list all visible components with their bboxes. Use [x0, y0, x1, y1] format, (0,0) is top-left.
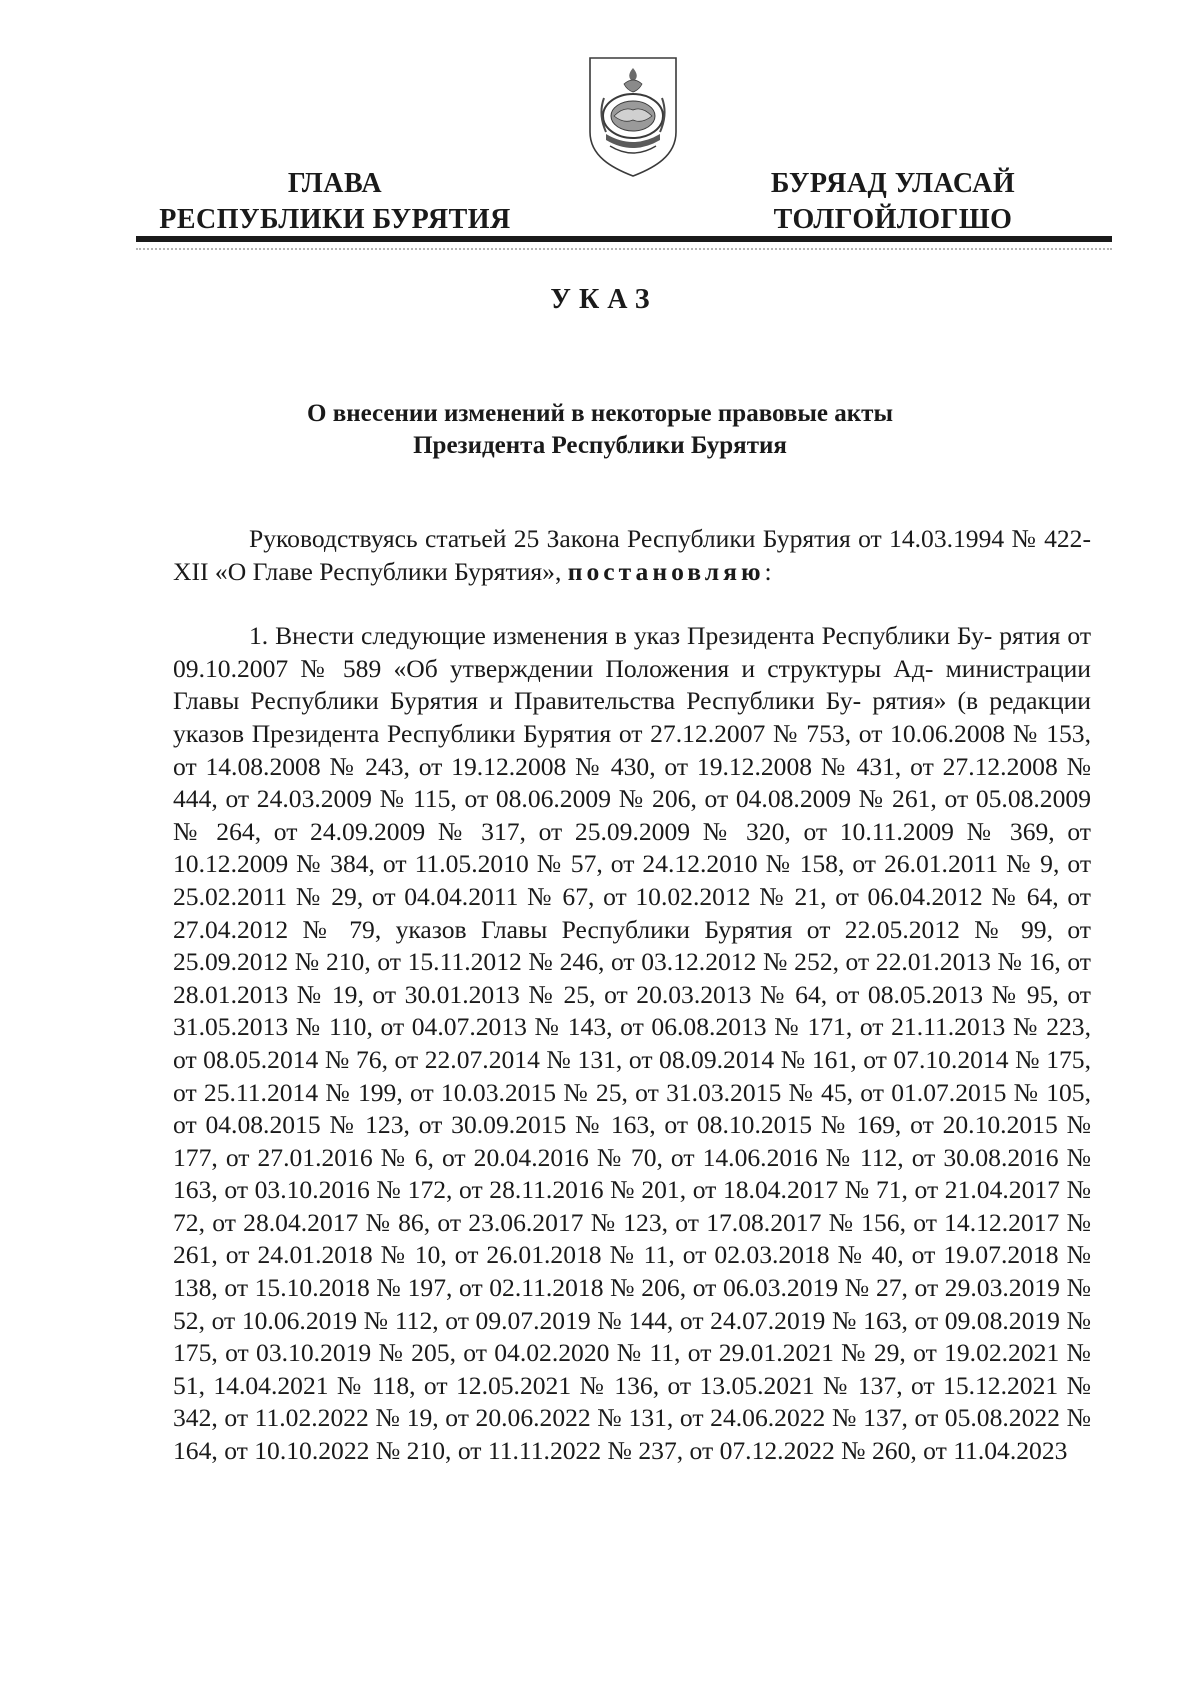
header-divider [136, 236, 1112, 242]
org-name-buryat [738, 166, 1048, 238]
item-1-line: 31.03.2015 № 45, от 01.07.2015 № 105, от 04.08.2015 № 123, от 30.09.2015 [173, 1077, 1091, 1140]
item-1-line: 10.10.2022 № 210, от 11.11.2022 № 237, от 07.12.2022 № 260, от 11.04.2023 [254, 1436, 1068, 1466]
item-1-line: 21.11.2013 № 223, от 08.05.2014 № 76, от 22.07.2014 № 131, от 08.09.2014 [173, 1012, 1091, 1074]
item-1-line: рятия от 09.10.2007 № 589 «Об утверждении Положения и структуры Ад- [173, 621, 1091, 683]
item-1-line: рятия» (в редакции указов Президента Республики Бурятия от 27.12.2007 [173, 686, 1091, 748]
item-1-line: № 172, от 28.11.2016 № 201, от 18.04.2017 № 71, от 21.04.2017 № 72, от [173, 1175, 1091, 1237]
item-1-line: № 161, от 07.10.2014 № 175, от 25.11.2014 № 199, от 10.03.2015 № 25, от [173, 1044, 1091, 1107]
org-name-buryat-line-1: БУРЯАД УЛАСАЙ [770, 168, 1016, 199]
document-body [173, 523, 1091, 1468]
item-1-line: 28.04.2017 № 86, от 23.06.2017 № 123, от 17.08.2017 № 156, от 14.12.2017 [243, 1207, 1060, 1237]
item-1-line: № 27, от 29.03.2019 № 52, от 10.06.2019 № 112, от 09.07.2019 № 144, от [173, 1273, 1091, 1335]
header-divider-dotted [136, 248, 1112, 250]
preamble-text: Руководствуясь статьей 25 Закона Республики Бурятия от 14.03.1994 № 422-XII «О Главе Республики Бурятия», [173, 524, 1091, 586]
item-1-line: 19.12.2008 № 431, от 27.12.2008 № 444, от 24.03.2009 № 115, от 08.06.2009 [173, 751, 1092, 814]
item-1-line: № 261, от 24.01.2018 № 10, от 26.01.2018 № 11, от 02.03.2018 № 40, от [173, 1207, 1091, 1270]
document-type: УКАЗ [550, 284, 658, 315]
document-title-line-2: Президента Республики Бурятия [413, 432, 787, 459]
preamble-emphasis: постановляю [567, 556, 765, 586]
document-title [200, 398, 1000, 462]
item-1-paragraph [173, 620, 1091, 1467]
coat-of-arms-icon [584, 54, 682, 178]
item-1-line: 04.04.2011 № 67, от 10.02.2012 № 21, от 06.04.2012 № 64, от 27.04.2012 [173, 881, 1091, 944]
item-1-line: № 753, от 10.06.2008 № 153, от 14.08.2008 № 243, от 19.12.2008 № 430, от [173, 718, 1091, 781]
item-1-line: 28.01.2013 № 19, от 30.01.2013 № 25, от 20.03.2013 № 64, от 08.05.2013 [173, 979, 984, 1009]
item-1-line: 24.07.2019 № 163, от 09.08.2019 № 175, от 03.10.2019 № 205, от 04.02.2020 [173, 1305, 1091, 1368]
item-1-line: № 79, указов Главы Республики Бурятия от 22.05.2012 № 99, от 25.09.2012 [173, 914, 1091, 977]
item-1-line: № 11, от 29.01.2021 № 29, от 19.02.2021 № 51, 14.04.2021 № 118, от [173, 1338, 1091, 1400]
item-1-line: № 19, от 20.06.2022 № 131, от 24.06.2022 № 137, от 05.08.2022 № 164, от [173, 1403, 1091, 1466]
preamble-tail: : [764, 556, 772, 586]
preamble-paragraph [173, 523, 1091, 588]
item-1-line: № 206, от 04.08.2009 № 261, от 05.08.2009 № 264, от 24.09.2009 № 317, от [173, 784, 1091, 846]
item-1-line: 20.04.2016 № 70, от 14.06.2016 № 112, от 30.08.2016 № 163, от 03.10.2016 [173, 1142, 1091, 1205]
item-1-line: 1. Внести следующие изменения в указ Президента Республики Бу- [249, 621, 993, 651]
item-1-line: № 57, от 24.12.2010 № 158, от 26.01.2011 № 9, от 25.02.2011 № 29, от [173, 849, 1092, 911]
document-title-line-1: О внесении изменений в некоторые правовые акты [307, 400, 893, 427]
item-1-line: 19.07.2018 № 138, от 15.10.2018 № 197, от 02.11.2018 № 206, от 06.03.2019 [173, 1240, 1091, 1303]
item-1-line: 12.05.2021 № 136, от 13.05.2021 № 137, от 15.12.2021 № 342, от 11.02.2022 [173, 1370, 1091, 1433]
item-1-line: министрации Главы Республики Бурятия и Правительства Республики Бу- [173, 653, 1091, 716]
org-name-russian-line-1: ГЛАВА [287, 168, 383, 199]
item-1-line: 25.09.2009 № 320, от 10.11.2009 № 369, от 10.12.2009 № 384, от 11.05.2010 [173, 816, 1091, 879]
item-1-line: № 95, от 31.05.2013 № 110, от 04.07.2013 № 143, от 06.08.2013 № 171, от [173, 979, 1091, 1042]
org-name-russian-line-2: РЕСПУБЛИКИ БУРЯТИЯ [159, 204, 511, 235]
item-1-line: № 163, от 08.10.2015 № 169, от 20.10.2015 № 177, от 27.01.2016 № 6, от [173, 1110, 1091, 1172]
item-1-line: № 210, от 15.11.2012 № 246, от 03.12.2012 № 252, от 22.01.2013 № 16, от [294, 947, 1091, 977]
org-name-buryat-line-2: ТОЛГОЙЛОГШО [773, 204, 1013, 235]
org-name-russian [140, 166, 530, 238]
